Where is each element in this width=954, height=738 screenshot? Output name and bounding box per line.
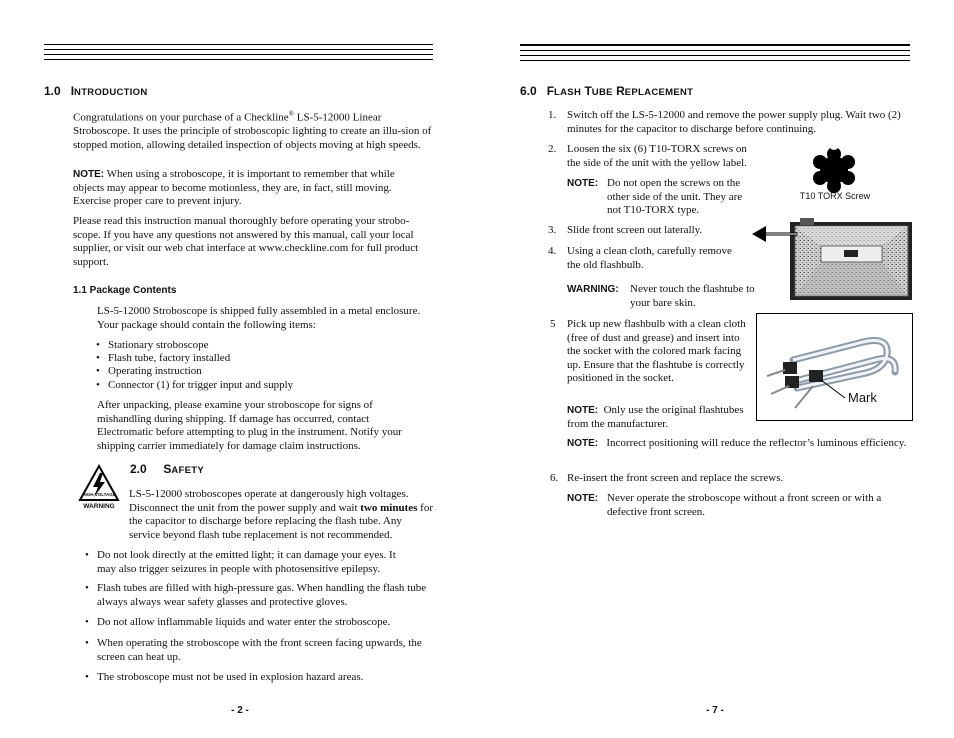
intro-paragraph: Congratulations on your purchase of a Checkline® LS-5-12000 Linear Stroboscope. It uses the principle of stroboscopic lighting to create an illu-sion of stopped motion, allowing detailed inspection of objects moving at high speeds.	[73, 110, 432, 151]
safety-paragraph: LS-5-12000 stroboscopes operate at dangerously high voltages. Disconnect the unit from the power supply and wait two minutes for the capacitor to discharge before replacing the flash tube. Any service beyond flash tube replacement is not recommended.	[129, 488, 433, 541]
step-1-text: Switch off the LS-5-12000 and remove the power supply plug. Wait two (2) minutes for the capacitor to discharge before continuing.	[567, 109, 901, 135]
step-2-text: Loosen the six (6) T10-TORX screws on the side of the unit with the yellow label.	[567, 143, 747, 169]
list-item: • Operating instruction	[96, 365, 202, 377]
note-2: NOTE: Only use the original flashtubes from the manufacturer.	[567, 404, 744, 430]
warning-label: WARNING:	[567, 284, 619, 295]
step-6-number: 6.	[550, 472, 559, 484]
list-item: • Flash tubes are filled with high-pressure gas. When handling the flash tube always always wear safety glasses and protective gloves.	[85, 582, 427, 608]
note-1-label: NOTE:	[567, 178, 599, 189]
step-4-number: 4.	[548, 245, 557, 257]
flash-tube-heading: 6.0 FLASH TUBE REPLACEMENT	[520, 84, 694, 98]
list-item: • Flash tube, factory installed	[96, 352, 231, 364]
intro-heading: 1.0 INTRODUCTION	[44, 84, 148, 98]
step-1-number: 1.	[548, 109, 557, 121]
torx-screw-icon	[810, 146, 858, 194]
unpacking-paragraph: After unpacking, please examine your stroboscope for signs of mishandling during shipping. If damage has occurred, contact Electromatic before attempting to plug in the instrument. Notify your shipping carrier immediately for damage claim instructions.	[97, 399, 402, 452]
note-4-label: NOTE:	[567, 493, 599, 504]
flashbulb-image	[756, 313, 913, 421]
warning-sign-top-text: HIGH VOLTAGE	[82, 492, 116, 497]
step-2-number: 2.	[548, 143, 557, 155]
list-item: • Do not look directly at the emitted light; it can damage your eyes. It may also trigger seizures in people with photosensitive epilepsy.	[85, 549, 396, 575]
step-6-text: Re-insert the front screen and replace the screws.	[567, 472, 784, 484]
torx-caption: T10 TORX Screw	[799, 191, 871, 201]
intro-note: NOTE: When using a stroboscope, it is important to remember that while objects may appear to become motionless, they are, in fact, still moving. Exercise proper care to prevent injury.	[73, 168, 395, 207]
intro-support-paragraph: Please read this instruction manual thoroughly before operating your strobo-scope. If you have any questions not answered by this manual, call your local supplier, or visit our web chat interface at www.checkline.com for full product support.	[73, 215, 419, 268]
left-page-number: - 2 -	[231, 705, 249, 716]
note-4-text: Never operate the stroboscope without a front screen or with a defective front screen.	[607, 492, 882, 518]
list-item: • Do not allow inflammable liquids and water enter the stroboscope.	[85, 616, 391, 628]
step-4-text: Using a clean cloth, carefully remove the old flashbulb.	[567, 245, 732, 271]
package-contents-heading: 1.1 Package Contents	[73, 285, 177, 296]
list-item: • When operating the stroboscope with the front screen facing upwards, the screen can heat up.	[85, 637, 422, 663]
note-3: NOTE: Incorrect positioning will reduce the reflector’s luminous efficiency.	[567, 437, 907, 449]
list-item: • The stroboscope must not be used in explosion hazard areas.	[85, 671, 364, 683]
stroboscope-front-image	[752, 212, 912, 300]
step-3-text: Slide front screen out laterally.	[567, 224, 703, 236]
note-1-text: Do not open the screws on the other side of the unit. They are not T10-TORX type.	[607, 177, 743, 216]
list-item: • Stationary stroboscope	[96, 339, 209, 351]
step-5-number: 5	[550, 318, 556, 330]
list-item: • Connector (1) for trigger input and supply	[96, 379, 294, 391]
right-page-number: - 7 -	[706, 705, 724, 716]
warning-sign-bottom-text: WARNING	[83, 503, 115, 510]
step-5-text: Pick up new flashbulb with a clean cloth (free of dust and grease) and insert into the socket with the colored mark facing up. Ensure that the flashtube is correctly positioned in the socket.	[567, 318, 746, 384]
mark-label: Mark	[848, 390, 877, 405]
warning-text: Never touch the flashtube to your bare skin.	[630, 283, 755, 309]
step-3-number: 3.	[548, 224, 557, 236]
safety-heading: 2.0 SAFETY	[130, 462, 205, 476]
package-intro: LS-5-12000 Stroboscope is shipped fully assembled in a metal enclosure. Your package should contain the following items:	[97, 305, 421, 331]
